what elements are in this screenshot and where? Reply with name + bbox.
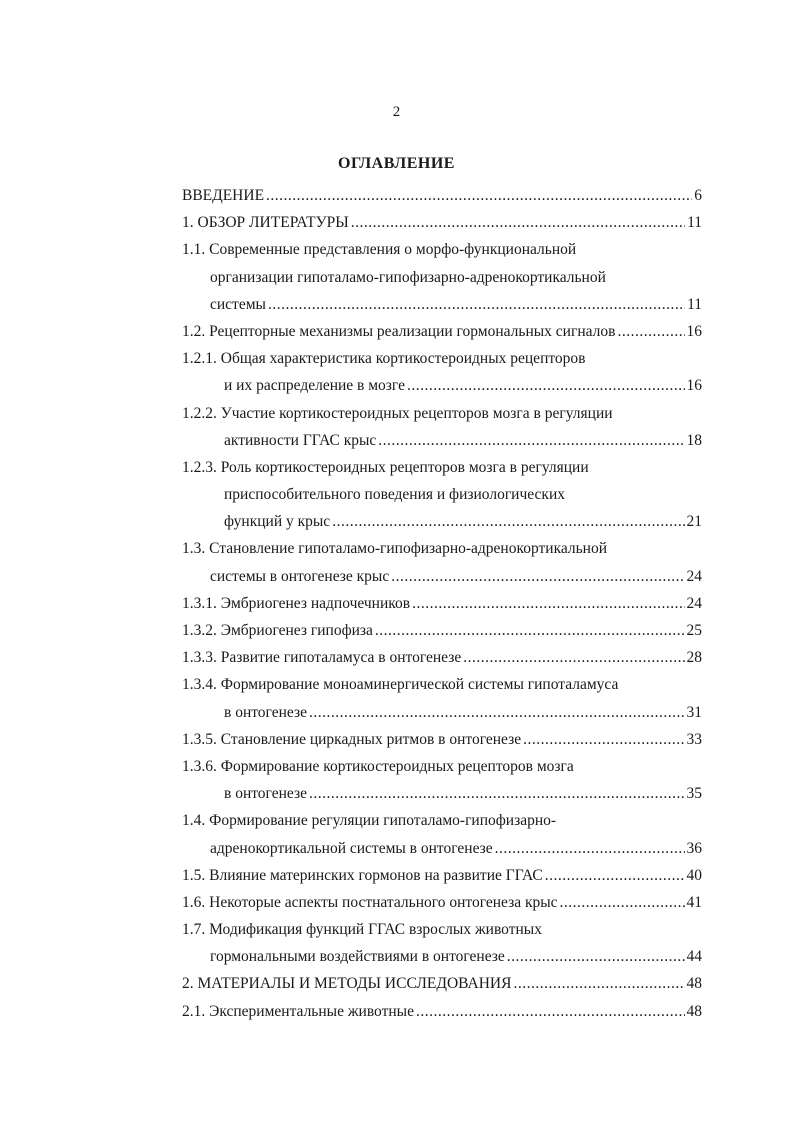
toc-entry-line [182,835,702,862]
toc-entry [182,644,702,671]
dot-leader [412,590,684,617]
toc-entry-text: 1.2.3. Роль кортикостероидных рецепторов мозга в регуляции [182,458,589,476]
toc-entry-page: 33 [686,730,702,748]
toc-entry-text: 1.3.6. Формирование кортикостероидных рецепторов мозга [182,757,574,775]
toc-entry [182,236,702,318]
toc-entry-text: в онтогенезе [224,785,307,803]
dot-leader [351,209,685,236]
dot-leader [266,182,692,209]
toc-entry-line [182,998,702,1025]
toc-entry-page: 31 [686,703,702,721]
toc-entry [182,617,702,644]
toc-entry-line [182,481,702,508]
page-number: 2 [392,104,401,120]
dot-leader [378,427,684,454]
toc-entry [182,345,702,399]
toc-entry-text: приспособительного поведения и физиологических [224,486,565,504]
toc-entry-text: 1.2.2. Участие кортикостероидных рецепторов мозга в регуляции [182,404,613,422]
toc-entry-line [182,916,702,943]
dot-leader [617,318,684,345]
toc-entry-text: активности ГГАС крыс [224,431,377,449]
toc-entry-text: ВВЕДЕНИЕ [182,187,265,204]
toc-entry [182,182,702,209]
toc-entry-text: 1.3.4. Формирование моноаминергической системы гипоталамуса [182,676,619,694]
toc-entry-text: 2.1. Экспериментальные животные [182,1002,414,1020]
toc-entry [182,454,702,536]
toc-entry-line [182,209,702,236]
toc-entry-page: 40 [686,866,702,884]
toc-entry-text: 1.7. Модификация функций ГГАС взрослых животных [182,921,542,939]
dot-leader [309,699,685,726]
toc-entry-text: 1.3.1. Эмбриогенез надпочечников [182,594,411,612]
toc-entry-text: 1.5. Влияние материнских гормонов на развитие ГГАС [182,866,543,884]
toc-entry-page: 18 [686,431,702,449]
toc-entry-page: 24 [686,567,702,585]
toc-entry-line [182,535,702,562]
toc-entry-page: 6 [694,187,702,204]
toc-entry-line [182,943,702,970]
toc-entry-text: адренокортикальной системы в онтогенезе [210,839,493,857]
toc-entry-line [182,671,702,698]
toc-entry [182,862,702,889]
dot-leader [391,563,684,590]
toc-entry-text: функций у крыс [224,513,331,531]
toc-entry [182,998,702,1025]
dot-leader [332,508,684,535]
toc-entry-line [182,726,702,753]
toc-entry [182,970,702,997]
toc-entry-text: 1.3. Становление гипоталамо-гипофизарно-адренокортикальной [182,540,608,558]
toc-entry [182,590,702,617]
toc-entry [182,807,702,861]
toc-entry-text: гормональными воздействиями в онтогенезе [210,948,505,966]
dot-leader [375,617,685,644]
toc-entry-text: 1.4. Формирование регуляции гипоталамо-гипофизарно- [182,812,557,830]
toc-entry-line [182,372,702,399]
toc-entry-line [182,508,702,535]
toc-entry-text: 1.1. Современные представления о морфо-функциональной [182,241,577,259]
toc-title: ОГЛАВЛЕНИЕ [338,155,455,172]
toc-entry [182,209,702,236]
dot-leader [416,998,685,1025]
toc-entry-line [182,590,702,617]
toc-entry-text: и их распределение в мозге [224,377,405,395]
toc-entry-line [182,236,702,263]
toc-entry-page: 25 [686,622,702,639]
dot-leader [309,780,685,807]
toc-entry-line [182,264,702,291]
toc-entry-page: 21 [686,513,702,531]
dot-leader [507,943,685,970]
toc-entry-line [182,753,702,780]
toc-entry-page: 35 [686,785,702,803]
toc-entry-line [182,807,702,834]
toc-entry-line [182,644,702,671]
toc-entry-page: 16 [686,377,702,395]
toc-entry-text: системы в онтогенезе крыс [210,567,390,585]
toc-entry-line [182,563,702,590]
toc-entry-line [182,617,702,644]
toc-entry [182,400,702,454]
toc-entry-line [182,889,702,916]
toc-entry-line [182,427,702,454]
dot-leader [545,862,685,889]
toc-entry [182,318,702,345]
toc-entry [182,916,702,970]
table-of-contents [182,182,702,1025]
toc-entry-text: 1.3.2. Эмбриогенез гипофиза [182,622,373,639]
toc-entry [182,535,702,589]
toc-entry-line [182,400,702,427]
toc-entry-page: 11 [687,295,702,313]
toc-entry-page: 24 [686,594,702,612]
toc-entry-line [182,345,702,372]
dot-leader [560,889,685,916]
toc-entry-line [182,291,702,318]
toc-entry-line [182,318,702,345]
toc-entry-page: 41 [686,893,702,911]
toc-entry-page: 11 [687,214,702,232]
toc-entry [182,671,702,725]
toc-entry-text: 1. ОБЗОР ЛИТЕРАТУРЫ [182,214,349,232]
toc-entry-text: 1.2.1. Общая характеристика кортикостероидных рецепторов [182,350,586,368]
toc-entry-text: 1.6. Некоторые аспекты постнатального онтогенеза крыс [182,893,558,911]
toc-entry-text: 1.3.3. Развитие гипоталамуса в онтогенезе [182,649,462,667]
toc-entry-page: 28 [686,649,702,667]
toc-entry-text: 2. МАТЕРИАЛЫ И МЕТОДЫ ИССЛЕДОВАНИЯ [182,975,512,993]
dot-leader [407,372,685,399]
toc-entry-line [182,780,702,807]
toc-entry [182,889,702,916]
toc-entry-line [182,182,702,209]
toc-entry-page: 44 [686,948,702,966]
toc-entry-line [182,862,702,889]
toc-entry [182,753,702,807]
toc-entry-page: 36 [686,839,702,857]
toc-entry-text: системы [210,295,266,313]
toc-entry [182,726,702,753]
dot-leader [463,644,684,671]
dot-leader [523,726,684,753]
dot-leader [495,835,685,862]
toc-entry-text: организации гипоталамо-гипофизарно-адренокортикальной [210,268,606,286]
dot-leader [268,291,685,318]
toc-entry-text: 1.2. Рецепторные механизмы реализации гормональных сигналов [182,322,616,340]
toc-entry-page: 48 [686,1002,702,1020]
toc-entry-line [182,699,702,726]
toc-entry-page: 16 [686,322,702,340]
toc-entry-line [182,970,702,997]
toc-entry-text: в онтогенезе [224,703,307,721]
toc-entry-text: 1.3.5. Становление циркадных ритмов в онтогенезе [182,730,522,748]
dot-leader [513,970,684,997]
toc-entry-line [182,454,702,481]
toc-entry-page: 48 [686,975,702,993]
